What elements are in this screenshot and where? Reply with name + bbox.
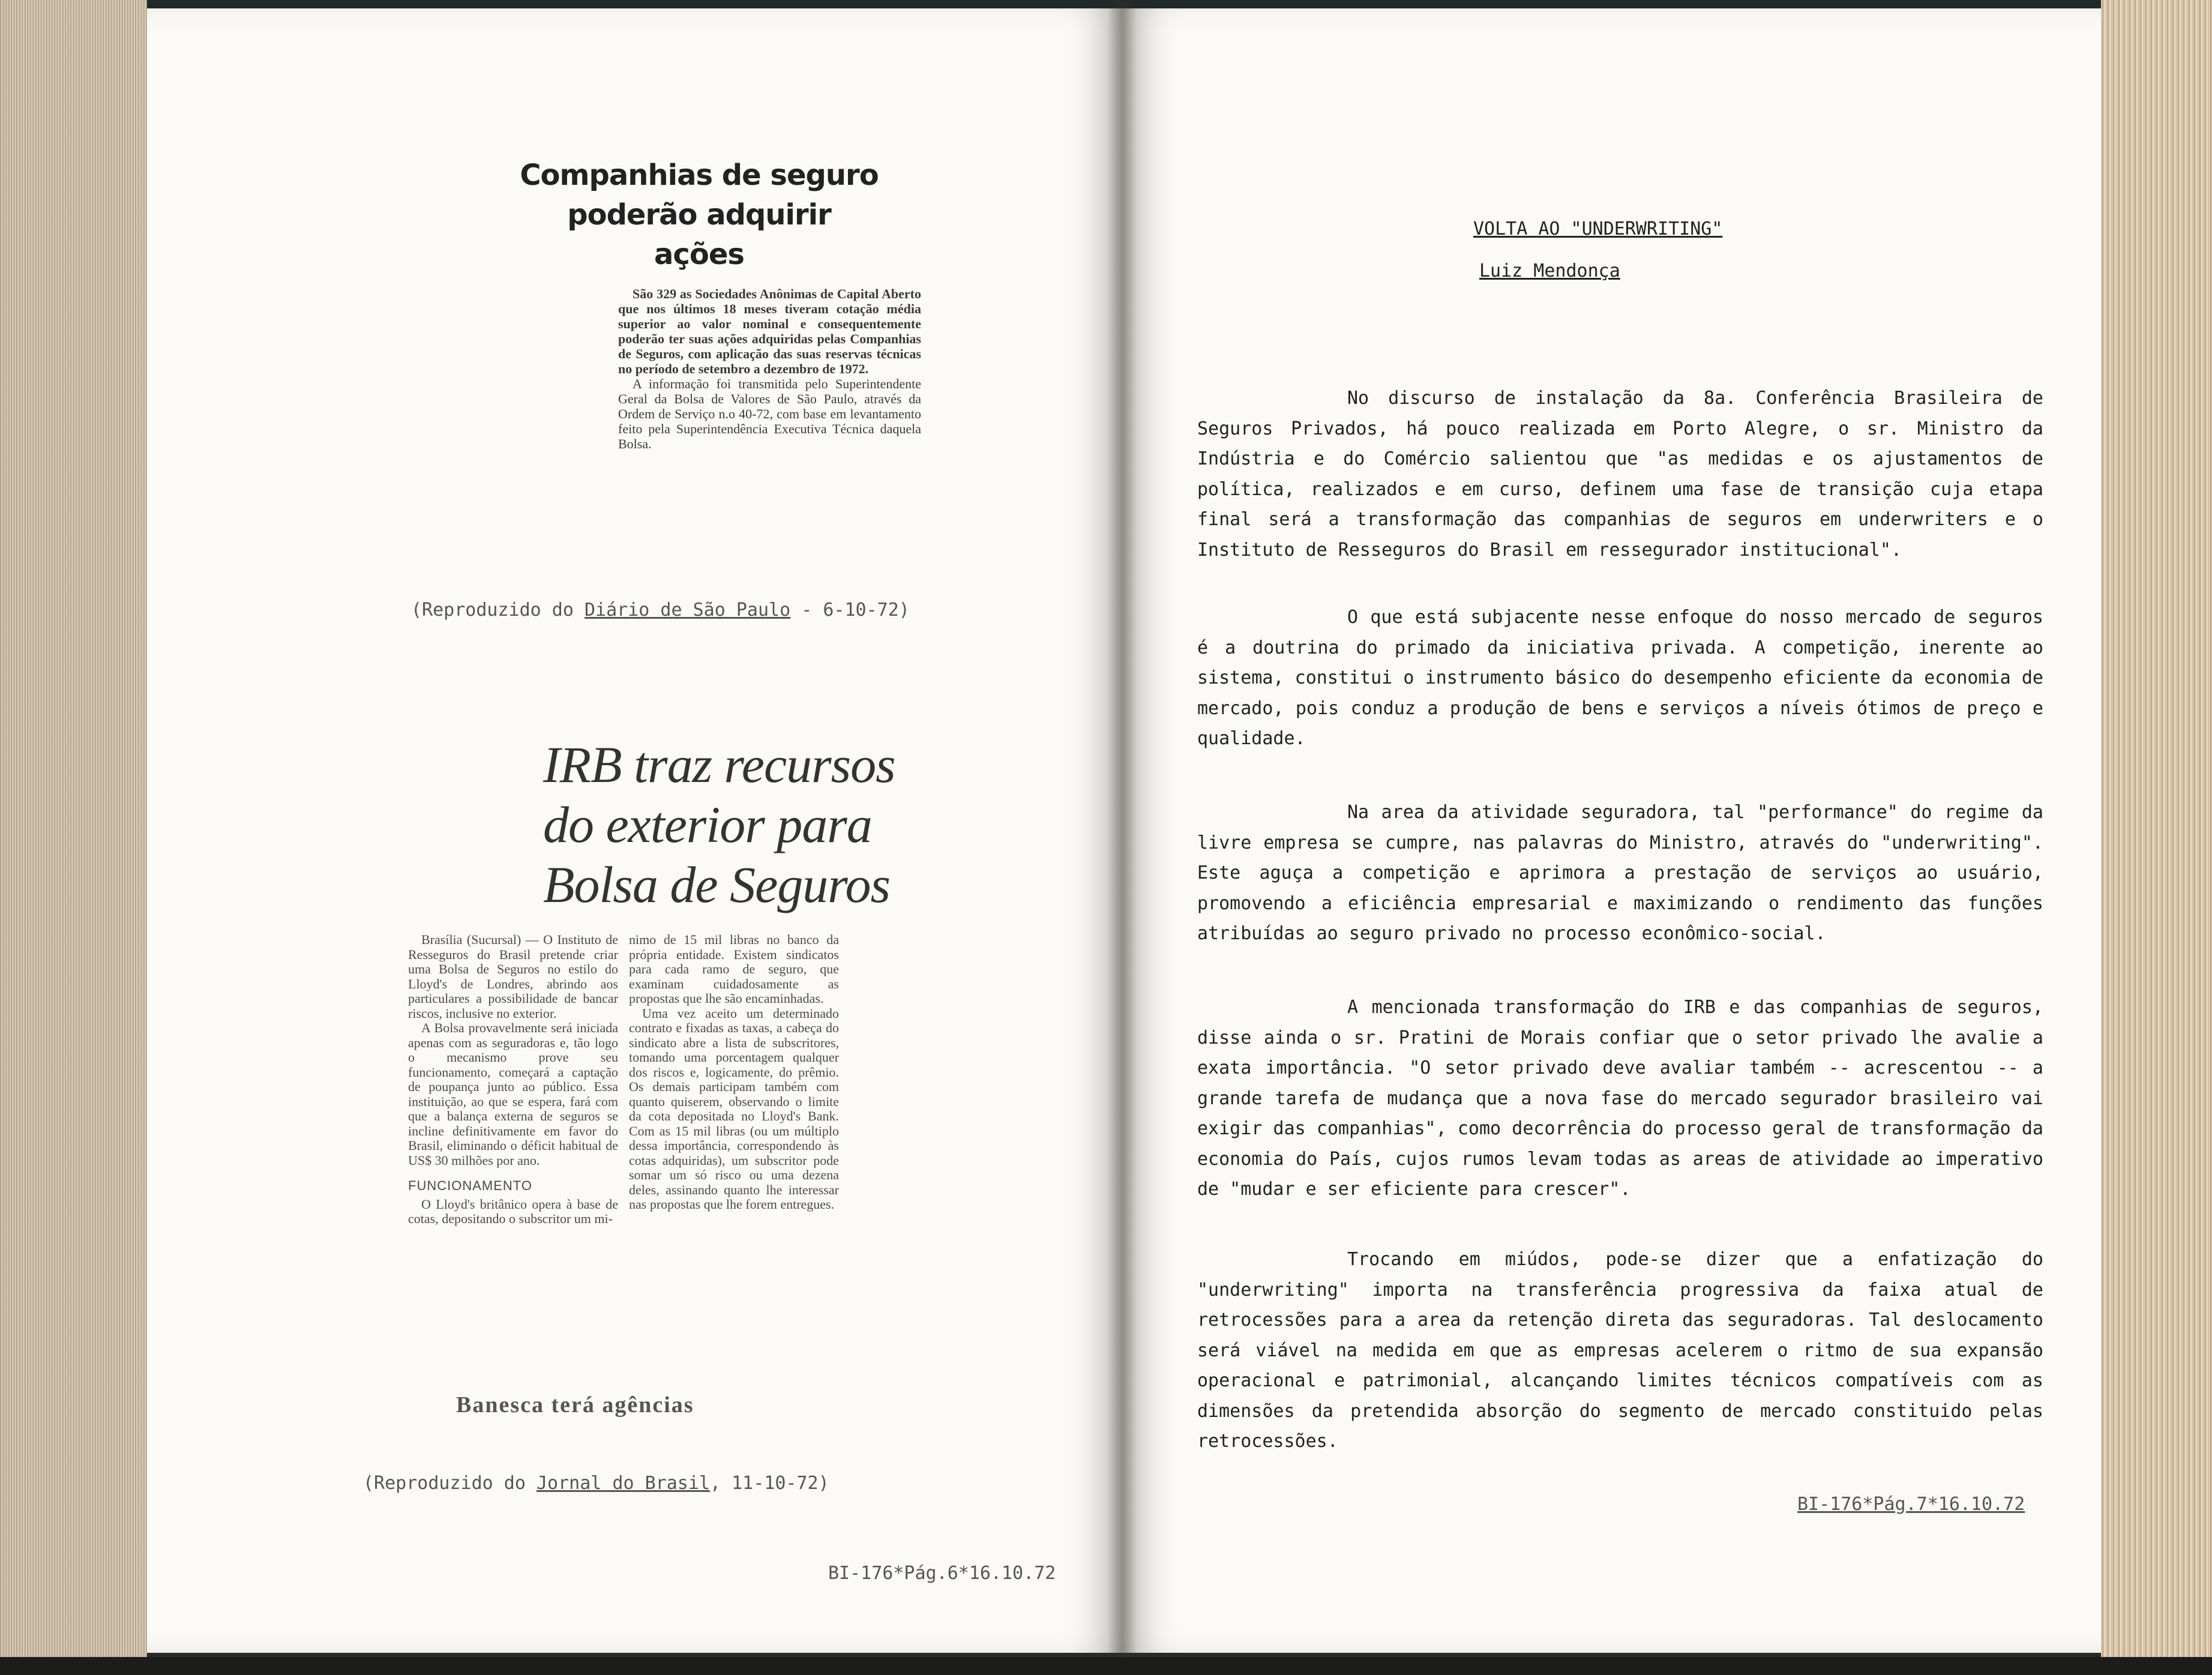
page-number-right: BI-176*Pág.7*16.10.72 bbox=[1797, 1494, 2025, 1515]
clipping-next-headline: Banesca terá agências bbox=[456, 1392, 694, 1418]
clipping-paragraph: nimo de 15 mil libras no banco da própria entidade. Existem sindicatos para cada ramo de seguro, que examinam cuidadosamente as propostas que lhe são encaminhadas. bbox=[629, 932, 839, 1006]
source-publication: Diário de São Paulo bbox=[584, 600, 791, 621]
clipping-paragraph: A Bolsa provavelmente será iniciada apenas com as seguradoras e, tão logo o mecanismo prove seu funcionamento, começará a captação de poupança junto ao público. Essa instituição, ao que se espera, fará com que a balança externa de seguros se incline definitivamente em favor do Brasil, eliminando o déficit habitual de US$ 30 milhões por ano. bbox=[408, 1020, 618, 1168]
clipping-headline-line: Bolsa de Seguros bbox=[543, 856, 890, 913]
clipping-paragraph: Brasília (Sucursal) — O Instituto de Resseguros do Brasil pretende criar uma Bolsa de Seguros no estilo do Lloyd's de Londres, abrindo aos particulares a possibilidade de bancar riscos, inclusive no exterior. bbox=[408, 932, 618, 1021]
source-prefix: (Reproduzido do bbox=[363, 1473, 536, 1494]
article-paragraph: A mencionada transformação do IRB e das companhias de seguros, disse ainda o sr. Pratini de Morais confiar que o setor privado lhe avalie a exata importância. "O setor privado deve avaliar também -- acrescentou -- a grande tarefa de mudança que a nova fase do mercado segurador brasileiro vai exigir das companhias", como decorrência do processo geral de transformação da economia do País, cujos rumos levam todas as areas de atividade ao imperativo de "mudar e ser eficiente para crescer". bbox=[1197, 997, 2043, 1200]
article-paragraph: Trocando em miúdos, pode-se dizer que a enfatização do "underwriting" importa na transferência progressiva da faixa atual de retrocessões para a area da retenção direta das seguradoras. Tal deslocamento será viável na medida em que as empresas acelerem o ritmo de sua expansão operacional e patrimonial, alcançando limites técnicos compatíveis com as dimensões da pretendida absorção do segmento de mercado constituido pelas retrocessões. bbox=[1197, 1249, 2043, 1452]
clipping-headline-line: IRB traz recursos bbox=[543, 736, 895, 793]
article-paragraph: Na area da atividade seguradora, tal "performance" do regime da livre empresa se cumpre, nas palavras do Ministro, através do "underwriting". Este aguça a competição e aprimora a prestação de serviços ao usuário, promovendo a eficiência empresarial e maximizando o rendimento das funções atribuídas ao seguro privado no processo econômico-social. bbox=[1197, 802, 2043, 944]
clipping-headline-line: poderão adquirir bbox=[567, 198, 831, 232]
clipping-column-2 bbox=[629, 933, 839, 1227]
source-publication: Jornal do Brasil bbox=[536, 1473, 710, 1494]
page-edges-right bbox=[2101, 0, 2212, 1675]
article-title: VOLTA AO "UNDERWRITING" bbox=[1473, 218, 1723, 239]
page-number-left: BI-176*Pág.6*16.10.72 bbox=[828, 1563, 1056, 1584]
source-prefix: (Reproduzido do bbox=[411, 600, 585, 621]
news-clipping-companhias bbox=[471, 155, 927, 552]
clipping-paragraph: Uma vez aceito um determinado contrato e fixadas as taxas, a cabeça do sindicato abre a lista de subscritores, tomando uma porcentagem qualquer dos riscos e, logicamente, do prêmio. Os demais participam também com quanto quiserem, observando o limite da cota depositada no Lloyd's Bank. Com as 15 mil libras (ou um múltiplo dessa importância, correspondendo às cotas adquiridas), um subscritor pode somar um só risco ou uma dezena deles, assinando quanto lhe interessar nas propostas que lhe forem entregues. bbox=[629, 1005, 839, 1212]
page-edges-left bbox=[0, 0, 147, 1675]
clipping-paragraph: A informação foi transmitida pelo Superintendente Geral da Bolsa de Valores de São Paulo, através da Ordem de Serviço n.o 40-72, com base em levantamento feito pela Superintendência Executiva Técnica daquela Bolsa. bbox=[618, 376, 921, 451]
clipping-headline-line: ações bbox=[654, 238, 744, 271]
left-page bbox=[147, 8, 1122, 1653]
article-paragraph: O que está subjacente nesse enfoque do nosso mercado de seguros é a doutrina do primado da iniciativa privada. A competição, inerente ao sistema, constitui o instrumento básico do desempenho eficiente da economia de mercado, pois conduz a produção de bens e serviços a níveis ótimos de preço e qualidade. bbox=[1197, 607, 2043, 749]
clipping-body bbox=[618, 286, 921, 451]
clipping-paragraph: São 329 as Sociedades Anônimas de Capital Aberto que nos últimos 18 meses tiveram cotação média superior ao valor nominal e consequentemente poderão ter suas ações adquiridas pelas Companhias de Seguros, com aplicação das suas reservas técnicas no período de setembro a dezembro de 1972. bbox=[618, 286, 921, 376]
book-gutter bbox=[1107, 0, 1137, 1675]
article-author: Luiz Mendonça bbox=[1479, 260, 1620, 281]
clipping-column-1 bbox=[408, 933, 618, 1227]
clipping-subhead: FUNCIONAMENTO bbox=[408, 1178, 532, 1193]
article-paragraph: No discurso de instalação da 8a. Conferência Brasileira de Seguros Privados, há pouco realizada em Porto Alegre, o sr. Ministro da Indústria e do Comércio salientou que "as medidas e os ajustamentos de política, realizados e em curso, definem uma fase de transição cuja etapa final será a transformação das companhias de seguros em underwriters e o Instituto de Resseguros do Brasil em ressegurador institucional". bbox=[1197, 388, 2043, 561]
right-page bbox=[1122, 8, 2101, 1653]
clipping-headline-line: Companhias de seguro bbox=[520, 158, 879, 192]
clipping-source-jornal bbox=[363, 1473, 829, 1494]
clipping-source-diario bbox=[411, 600, 910, 621]
book-cover-bottom bbox=[0, 1657, 2212, 1675]
source-suffix: , 11-10-72) bbox=[709, 1473, 829, 1494]
clipping-headline-line: do exterior para bbox=[543, 796, 872, 853]
clipping-columns bbox=[408, 933, 840, 1227]
clipping-paragraph: O Lloyd's britânico opera à base de cotas, depositando o subscritor um mi- bbox=[408, 1196, 618, 1226]
source-suffix: - 6-10-72) bbox=[790, 600, 910, 621]
